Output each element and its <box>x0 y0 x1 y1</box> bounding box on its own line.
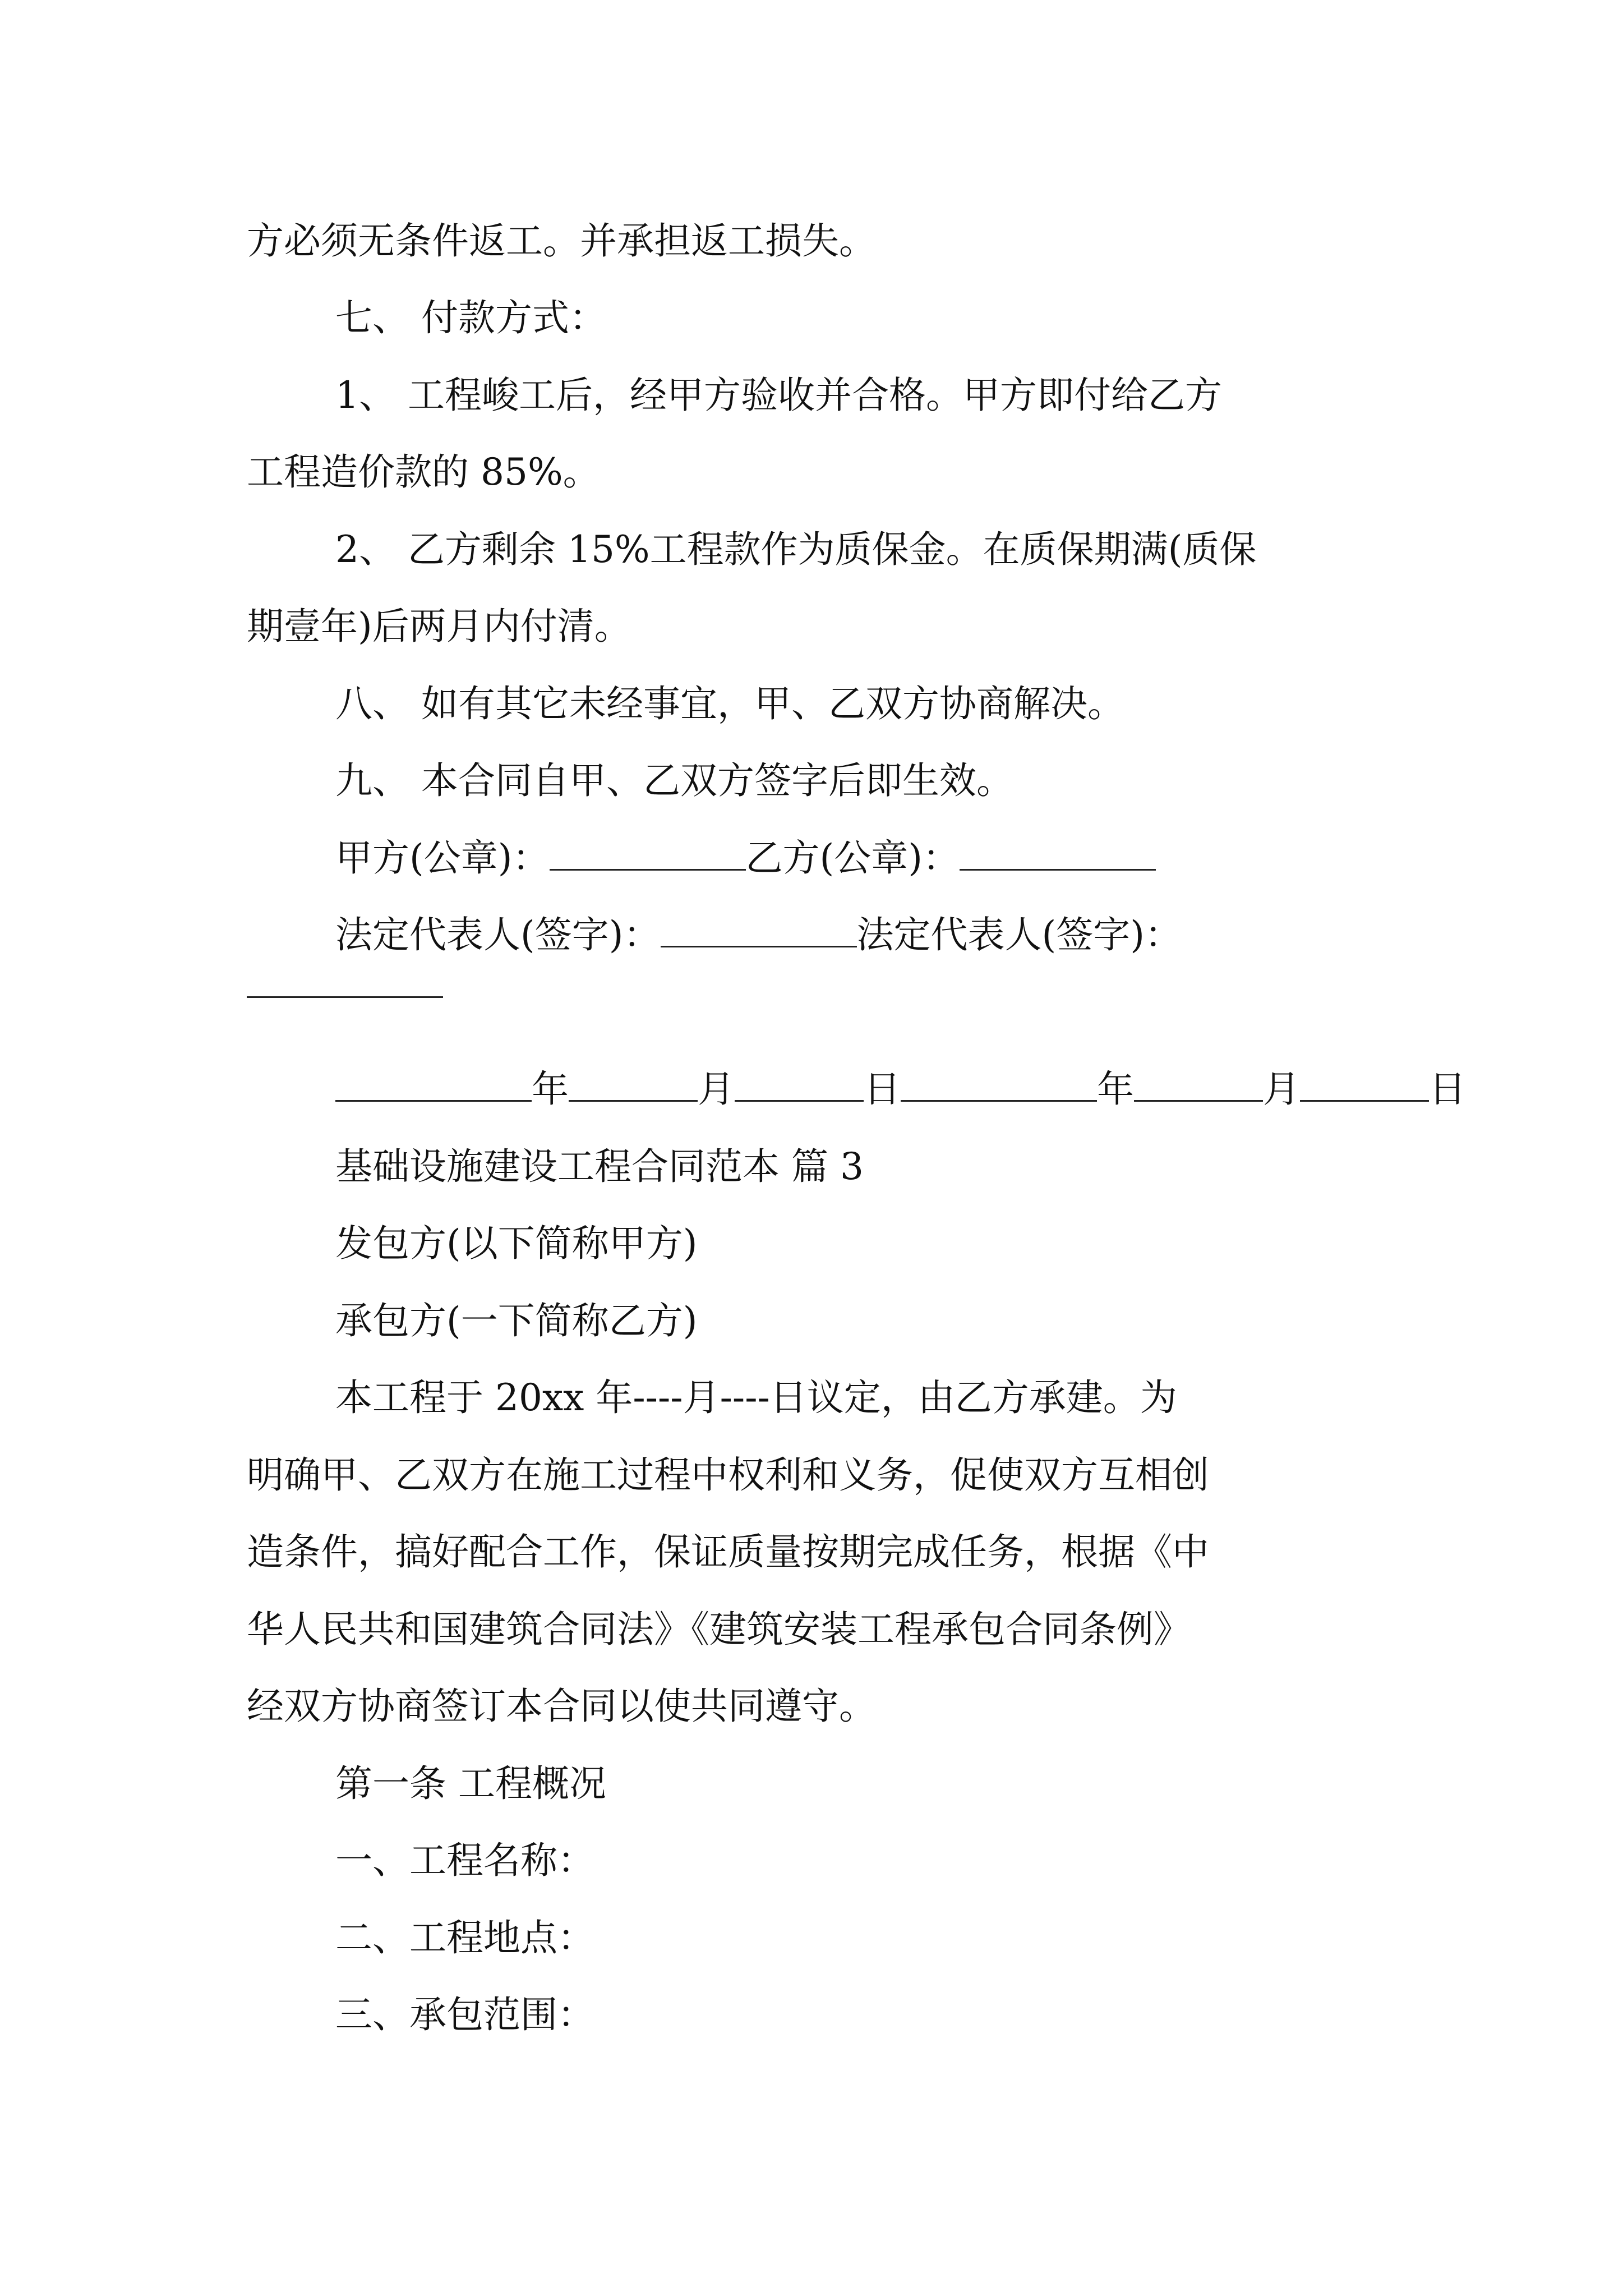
party-b-day-blank <box>1300 1064 1429 1102</box>
party-b-seal-label: 乙方(公章)： <box>745 836 960 880</box>
party-b-year-blank <box>901 1064 1097 1102</box>
payment-clause-2-line-2: 期壹年)后两月内付清。 <box>247 605 631 648</box>
payment-clause-1-line-1: 1、 工程峻工后，经甲方验收并合格。甲方即付给乙方 <box>335 374 1222 417</box>
day-label: 日 <box>864 1068 901 1111</box>
party-b-month-blank <box>1134 1064 1263 1102</box>
heading-payment-method: 七、 付款方式： <box>335 296 606 339</box>
month-label: 月 <box>698 1068 735 1111</box>
party-b-seal-blank <box>960 833 1156 871</box>
party-a-month-blank <box>569 1064 698 1102</box>
date-line <box>335 1064 1466 1115</box>
project-name-item: 一、工程名称： <box>335 1839 594 1882</box>
employer-line: 发包方(以下简称甲方) <box>335 1222 698 1265</box>
contractor-line: 承包方(一下简称乙方) <box>335 1299 698 1342</box>
party-b-representative-label: 法定代表人(签字)： <box>856 913 1182 956</box>
intro-line-3: 造条件，搞好配合工作，保证质量按期完成任务，根据《中 <box>247 1530 1209 1573</box>
year-label: 年 <box>532 1068 569 1111</box>
intro-line-5: 经双方协商签订本合同以使共同遵守。 <box>247 1685 876 1728</box>
payment-clause-1-line-2: 工程造价款的 85%。 <box>247 450 600 494</box>
clause-eight: 八、 如有其它未经事宜，甲、乙双方协商解决。 <box>335 682 1124 725</box>
payment-clause-2-line-1: 2、 乙方剩余 15%工程款作为质保金。在质保期满(质保 <box>335 528 1257 571</box>
seal-line <box>335 833 1156 884</box>
day-label: 日 <box>1429 1068 1466 1111</box>
clause-nine: 九、 本合同自甲、乙双方签字后即生效。 <box>335 759 1013 802</box>
section-title: 基础设施建设工程合同范本 篇 3 <box>335 1145 864 1188</box>
representative-line <box>335 910 1182 960</box>
party-a-year-blank <box>335 1064 532 1102</box>
intro-line-4: 华人民共和国建筑合同法》《建筑安装工程承包合同条例》 <box>247 1608 1191 1651</box>
party-b-representative-blank <box>247 996 443 998</box>
party-a-seal-label: 甲方(公章)： <box>335 836 550 880</box>
paragraph-rework: 方必须无条件返工。并承担返工损失。 <box>247 219 876 263</box>
party-a-representative-blank <box>661 910 857 947</box>
party-a-representative-label: 法定代表人(签字)： <box>335 913 661 956</box>
article-one-heading: 第一条 工程概况 <box>335 1762 606 1805</box>
party-a-day-blank <box>735 1064 864 1102</box>
party-a-seal-blank <box>550 833 746 871</box>
project-location-item: 二、工程地点： <box>335 1916 594 1959</box>
intro-line-1: 本工程于 20xx 年----月----日议定，由乙方承建。为 <box>335 1376 1177 1419</box>
month-label: 月 <box>1263 1068 1300 1111</box>
contract-scope-item: 三、承包范围： <box>335 1993 594 2036</box>
intro-line-2: 明确甲、乙双方在施工过程中权利和义务，促使双方互相创 <box>247 1453 1209 1497</box>
year-label: 年 <box>1097 1068 1134 1111</box>
